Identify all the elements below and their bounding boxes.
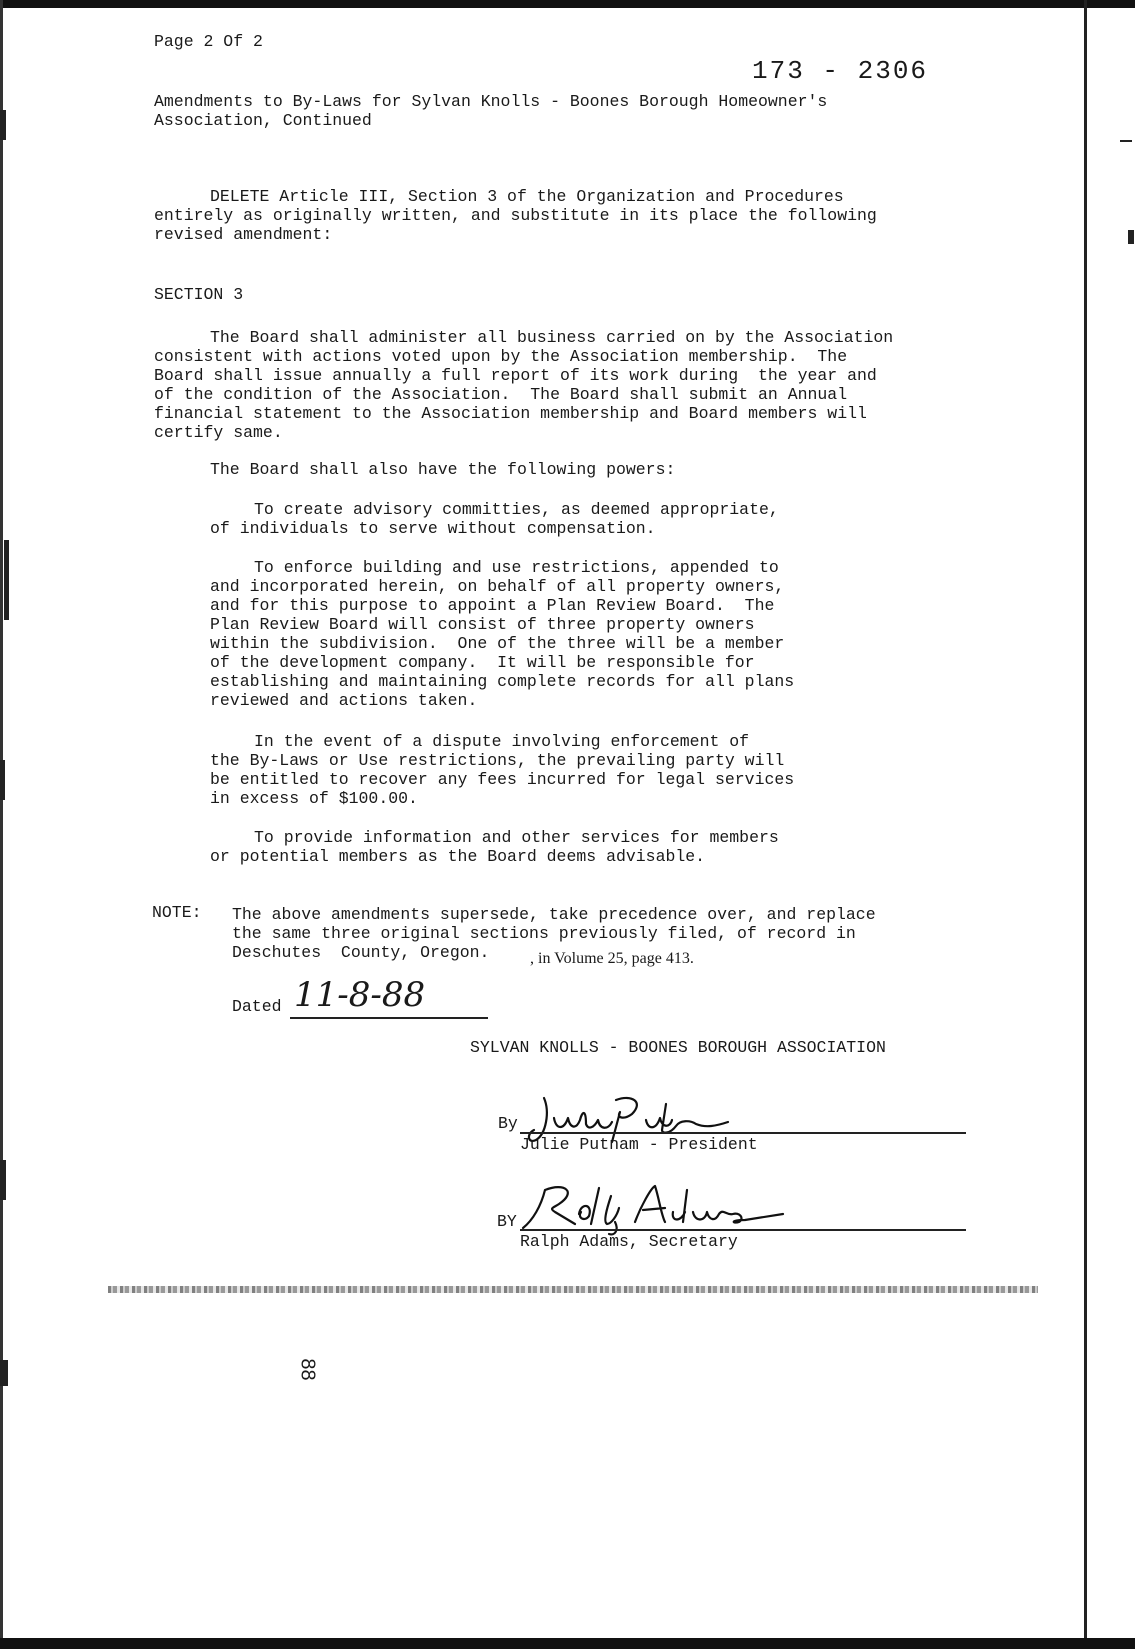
- scan-mark: [0, 110, 6, 140]
- scan-mark: [1128, 230, 1134, 244]
- power-item-3: In the event of a dispute involving enforcement of the By-Laws or Use restrictions, the prevailing party will be entitled to recover any fees incurred for legal services in excess of $100.00.: [210, 732, 795, 808]
- by-label-secretary: BY: [497, 1212, 517, 1231]
- scan-mark: [1120, 140, 1132, 142]
- organization-name: SYLVAN KNOLLS - BOONES BOROUGH ASSOCIATION: [470, 1038, 886, 1057]
- power-item-2: To enforce building and use restrictions, appended to and incorporated herein, on behalf of all property owners, and for this purpose to appoint a Plan Review Board. The Plan Review Board will consist of three property owners within the subdivision. One of the three will be a member of the development company. It will be responsible for establishing and maintaining complete records for all plans reviewed and actions taken.: [210, 558, 795, 710]
- scan-border-right: [1084, 0, 1087, 1649]
- scan-border-bottom: [0, 1638, 1135, 1649]
- dated-value: 11-8-88: [294, 975, 426, 1015]
- scan-mark: [0, 1160, 6, 1200]
- note-label: NOTE:: [152, 903, 202, 922]
- dated-label: Dated: [232, 997, 282, 1016]
- dated-line: [290, 1017, 488, 1019]
- secretary-signature-line: [520, 1229, 966, 1231]
- note-addendum: , in Volume 25, page 413.: [530, 950, 694, 967]
- president-signature-line: [520, 1132, 966, 1134]
- power-item-4: To provide information and other services for members or potential members as the Board deems advisable.: [210, 828, 779, 866]
- document-number: 173 - 2306: [752, 56, 929, 86]
- scan-border-left: [0, 0, 3, 1649]
- scan-mark: [0, 760, 5, 800]
- page-indicator: Page 2 Of 2: [154, 32, 263, 51]
- section-paragraph: The Board shall administer all business carried on by the Association consistent with actions voted upon by the Association membership. The Board shall issue annually a full report of its work during the year and of the condition of the Association. The Board shall submit an Annual financial statement to the Association membership and Board members will certify same.: [154, 328, 894, 442]
- intro-paragraph: DELETE Article III, Section 3 of the Organization and Procedures entirely as originally written, and substitute in its place the following revised amendment:: [154, 187, 877, 244]
- secretary-name: Ralph Adams, Secretary: [520, 1232, 738, 1251]
- document-title: Amendments to By-Laws for Sylvan Knolls - Boones Borough Homeowner's Association, Continued: [154, 92, 828, 130]
- by-label-president: By: [498, 1114, 518, 1133]
- powers-intro: The Board shall also have the following powers:: [210, 460, 676, 479]
- section-heading: SECTION 3: [154, 285, 244, 304]
- power-item-1: To create advisory committies, as deemed appropriate, of individuals to serve without compensation.: [210, 500, 779, 538]
- president-name: Julie Putnam - President: [520, 1135, 758, 1154]
- scan-noise-band: [108, 1286, 1038, 1293]
- scan-mark: [0, 1360, 8, 1386]
- note-text: The above amendments supersede, take precedence over, and replace the same three original sections previously filed, of record in Deschutes County, Oregon.: [232, 905, 876, 962]
- scan-border-top: [0, 0, 1135, 8]
- stamp-mark: 88: [296, 1358, 319, 1381]
- scan-mark: [4, 540, 9, 620]
